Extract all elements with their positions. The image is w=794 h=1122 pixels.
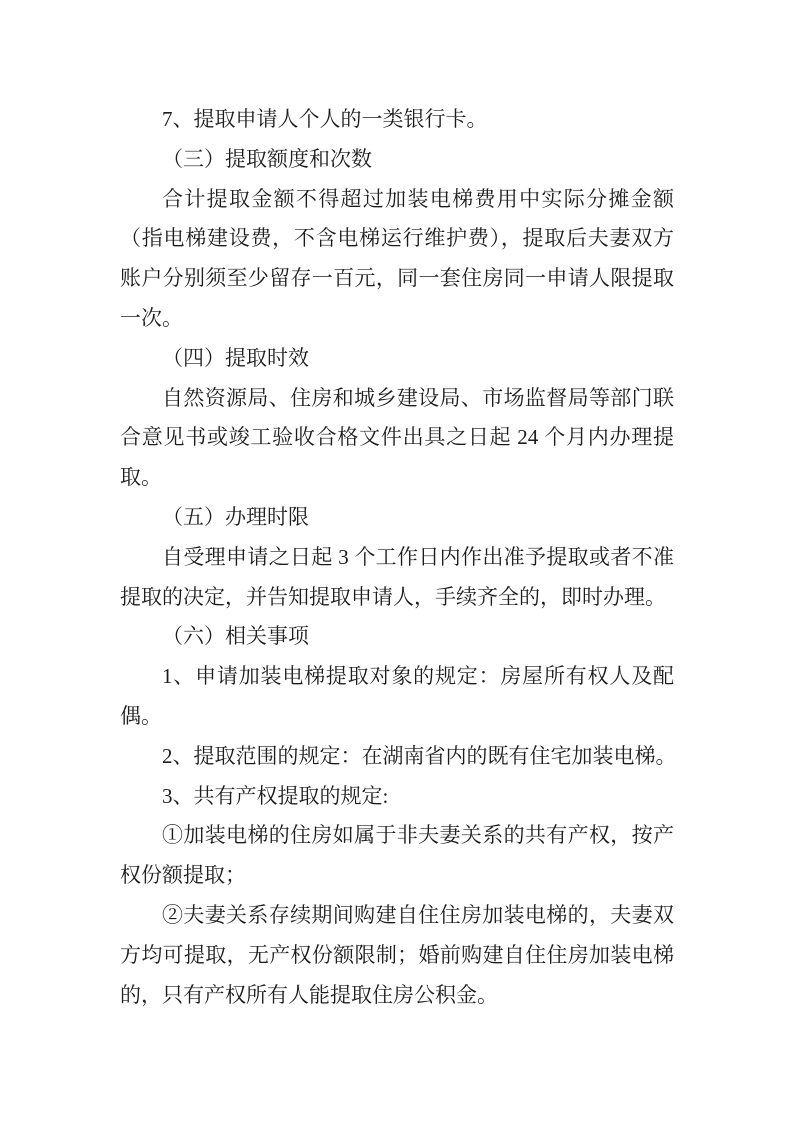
- paragraph-line: （指电梯建设费，不含电梯运行维护费），提取后夫妻双方: [120, 226, 674, 251]
- paragraph-line: 账户分别须至少留存一百元，同一套住房同一申请人限提取: [120, 266, 674, 291]
- paragraph-line: 一次。: [120, 305, 183, 330]
- sub-list-item-line: 方均可提取，无产权份额限制；婚前购建自住住房加装电梯: [120, 942, 674, 967]
- section-heading-line: （六）相关事项: [162, 624, 309, 649]
- paragraph-line: 合计提取金额不得超过加装电梯费用中实际分摊金额: [162, 186, 674, 211]
- paragraph-line: 合意见书或竣工验收合格文件出具之日起 24 个月内办理提: [120, 425, 674, 450]
- section-heading-line: （三）提取额度和次数: [162, 146, 372, 171]
- sub-list-item-line: ②夫妻关系存续期间购建自住住房加装电梯的，夫妻双: [162, 902, 674, 927]
- sub-list-item-line: 权份额提取；: [120, 863, 246, 888]
- sub-list-item-line: 的，只有产权所有人能提取住房公积金。: [120, 982, 498, 1007]
- section-heading-line: （四）提取时效: [162, 345, 309, 370]
- list-item-line: 1、申请加装电梯提取对象的规定：房屋所有权人及配: [162, 664, 674, 689]
- section-heading-line: （五）办理时限: [162, 504, 309, 529]
- list-item-line: 7、提取申请人个人的一类银行卡。: [162, 107, 488, 131]
- paragraph-line: 自然资源局、住房和城乡建设局、市场监督局等部门联: [162, 385, 674, 410]
- list-item-line: 2、提取范围的规定：在湖南省内的既有住宅加装电梯。: [162, 743, 677, 768]
- paragraph-line: 自受理申请之日起 3 个工作日内作出准予提取或者不准: [162, 544, 674, 569]
- paragraph-line: 提取的决定，并告知提取申请人，手续齐全的，即时办理。: [120, 584, 666, 609]
- list-item-line: 3、共有产权提取的规定:: [162, 783, 389, 808]
- document-text-block: [120, 100, 677, 1015]
- paragraph-line: 取。: [120, 465, 162, 490]
- sub-list-item-line: ①加装电梯的住房如属于非夫妻关系的共有产权，按产: [162, 823, 674, 848]
- list-item-line: 偶。: [120, 703, 162, 728]
